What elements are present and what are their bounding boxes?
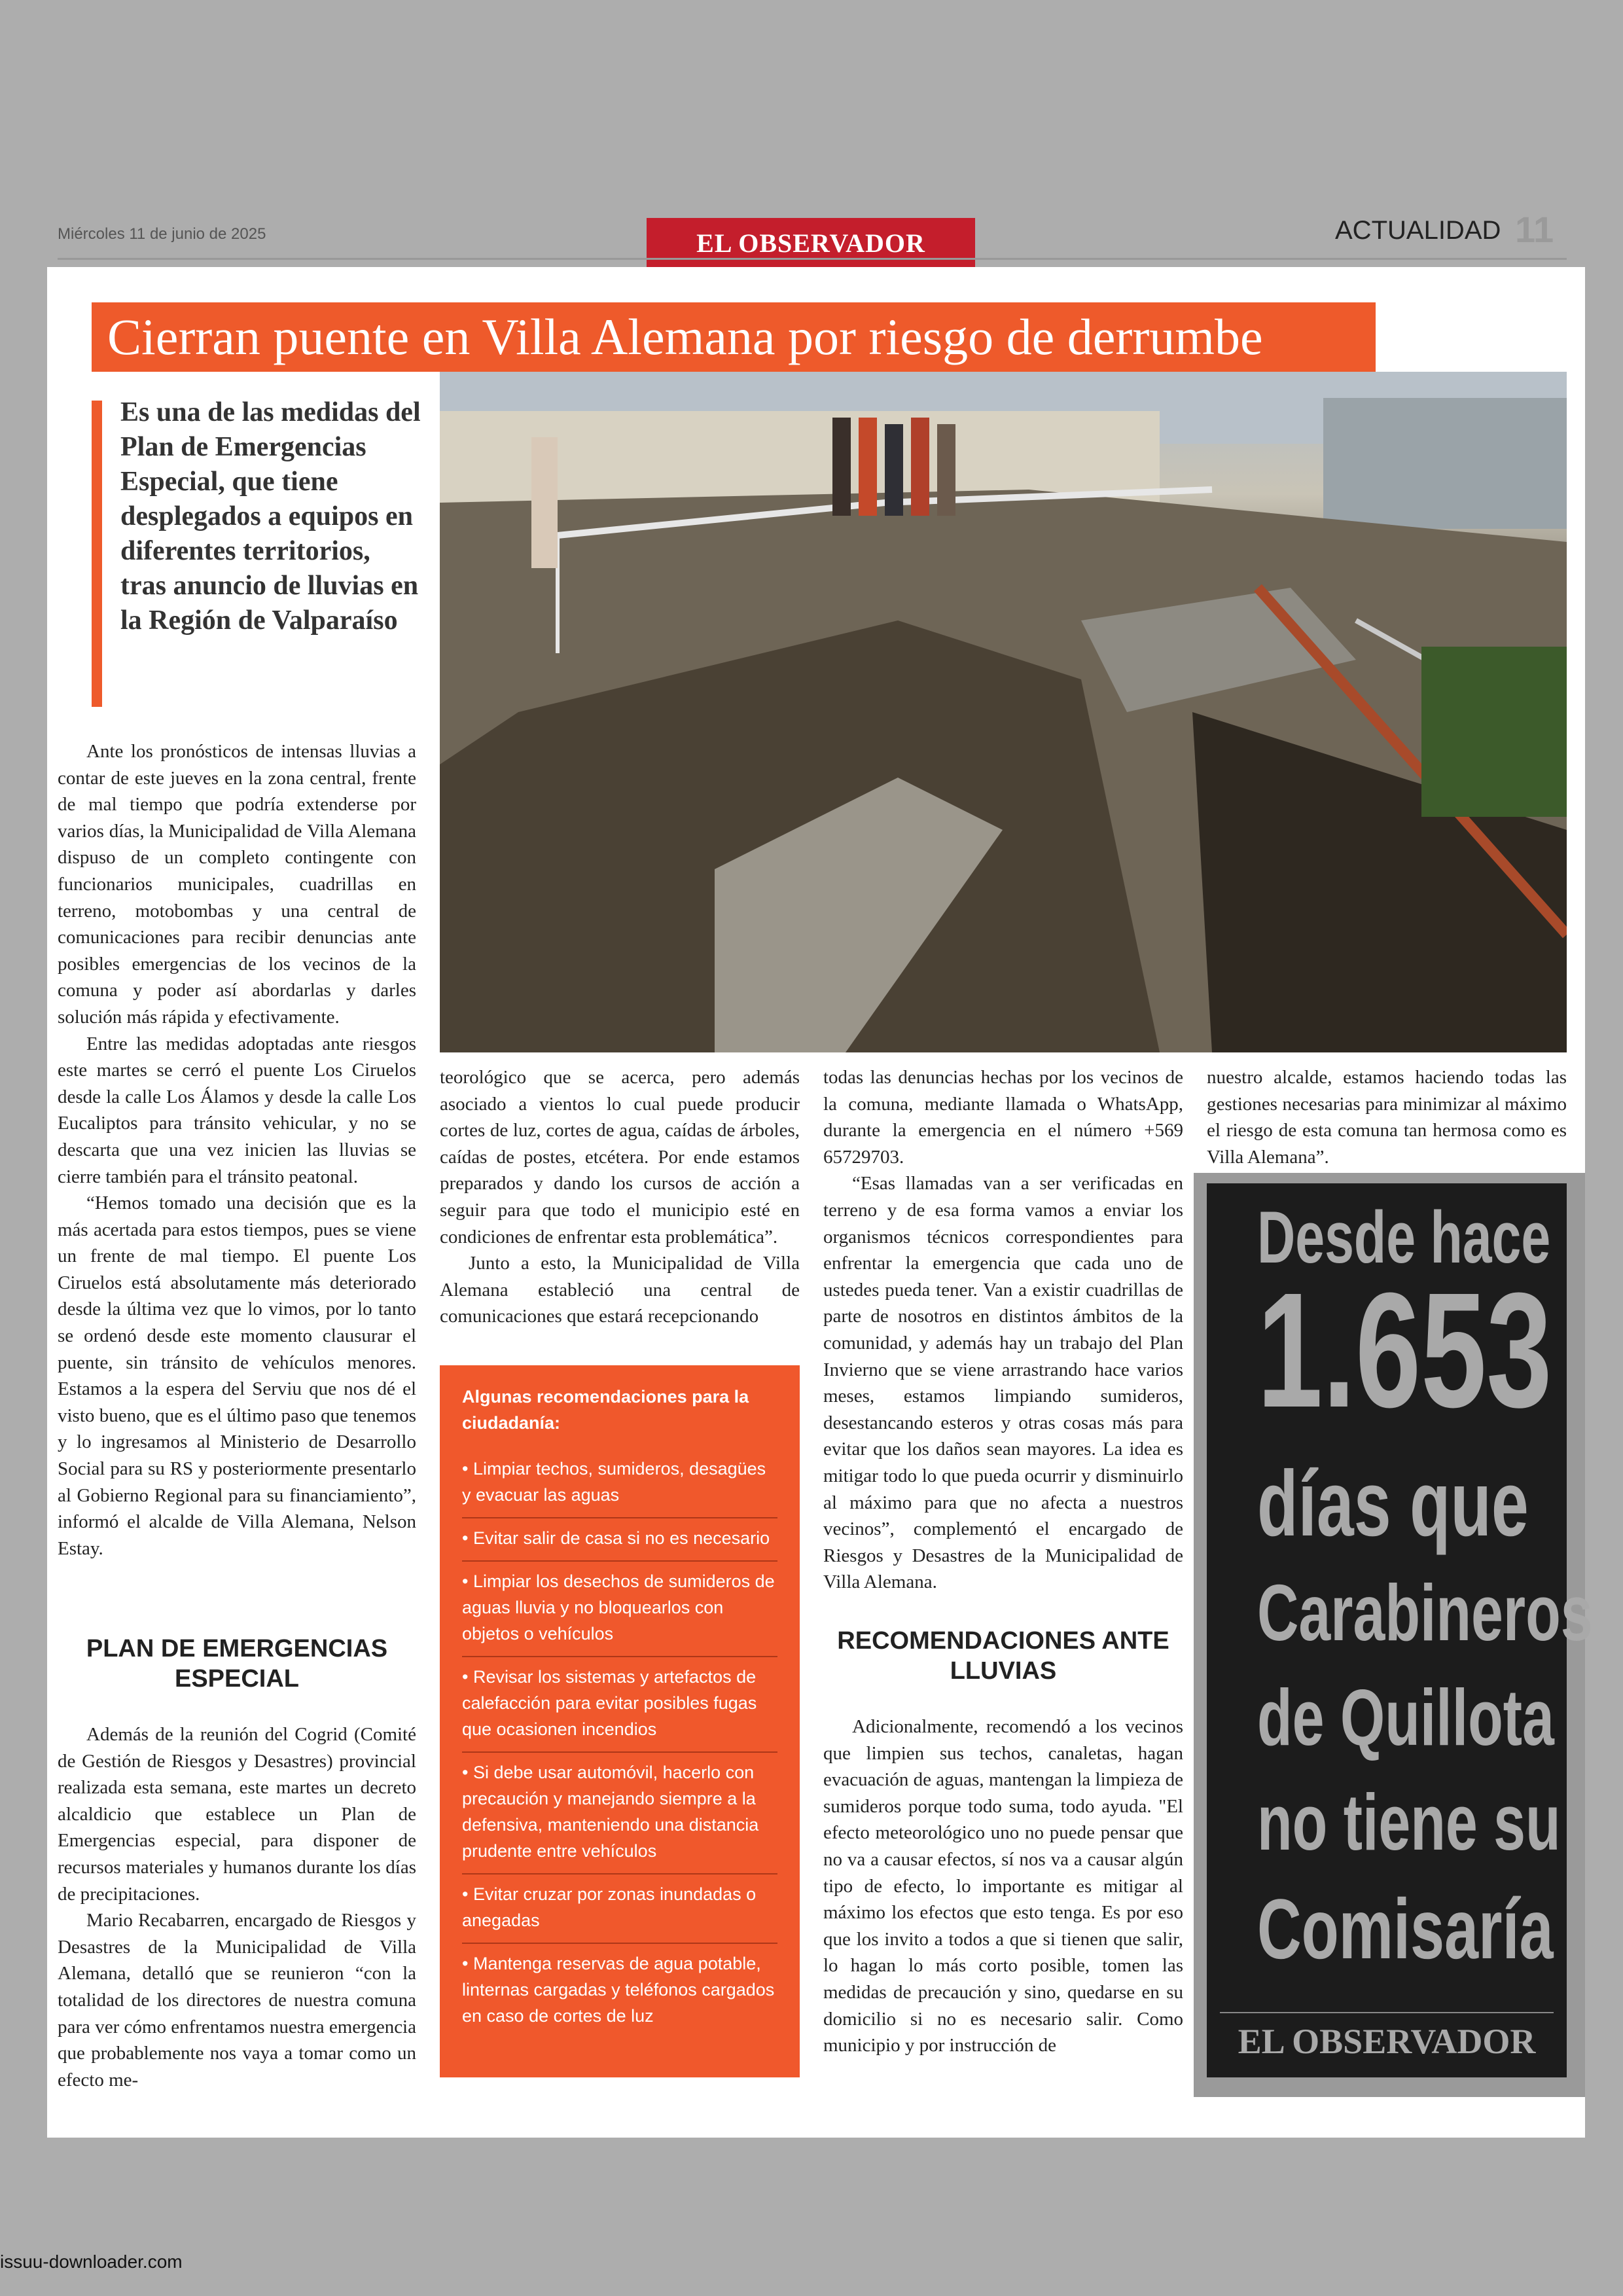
masthead-logo: EL OBSERVADOR bbox=[647, 218, 975, 269]
bridge-photo bbox=[440, 372, 1567, 1052]
article-column-1-continued bbox=[58, 1721, 416, 2093]
article-lead: Es una de las medidas del Plan de Emergencias Especial, que tiene desplegados a equipos en diferentes territorios, tras anuncio de lluvias en la Región de Valparaíso bbox=[120, 397, 421, 636]
body-paragraph: Entre las medidas adoptadas ante riesgos este martes se cerró el puente Los Ciruelos desde la calle Los Álamos y desde la calle Los Eucaliptos para tránsito vehicular, y no se descarta que una vez inicien las lluvias se cierre también para el tránsito peatonal. bbox=[58, 1033, 416, 1187]
recommendation-item: • Revisar los sistemas y artefactos de calefacción para evitar posibles fugas que ocasionen incendios bbox=[462, 1657, 777, 1753]
body-paragraph: Adicionalmente, recomendó a los vecinos que limpien sus techos, canaletas, hagan evacuación de aguas, mantengan la limpieza de sumideros porque todo suma, todo ayuda. "El efecto meteorológico uno no puede pensar que no va a causar efectos, sí nos va a causar algún tipo de efecto, lo importante es mitigar al máximo los efectos que esto tenga. Es por eso que los invito a todos a que si tienen que salir, lo hagan lo más corto posible, tomen las medidas de precaución y sino, quedarse en su domicilio si no es necesario salir. Como municipio y por instrucción de bbox=[823, 1716, 1183, 2056]
body-paragraph: “Esas llamadas van a ser verificadas en terreno y de esa forma vamos a enviar los organismos técnicos correspondientes para enfrentar la emergencia que cada uno de ustedes pueda tener. Van a existir cuadrillas de parte de nosotros en distintos ámbitos de la comunidad, y además hay un trabajo del Plan Invierno que se viene arrastrando hace varios meses, estamos limpiando sumideros, desestancando esteros y otras cosas más para evitar que los daños sean mayores. La idea es mitigar todo lo que pueda ocurrir y disminuirlo al máximo para que no afecta a nuestros vecinos”, complementó el encargado de Riesgos y Desastres de la Municipalidad de Villa Alemana. bbox=[823, 1173, 1183, 1593]
article-column-4 bbox=[1207, 1064, 1567, 1170]
recommendation-item: • Si debe usar automóvil, hacerlo con precaución y manejando siempre a la defensiva, manteniendo una distancia prudente entre vehículos bbox=[462, 1753, 777, 1874]
body-paragraph: teorológico que se acerca, pero además asociado a vientos lo cual puede producir cortes de luz, cortes de agua, caídas de árboles, caídas de postes, etcétera. Por ende estamos preparados y dando los cursos de acción a seguir para que todo el municipio esté en condiciones de enfrentar esta problemática”. bbox=[440, 1067, 800, 1247]
ad-line-5: de Quillota bbox=[1257, 1673, 1554, 1762]
body-paragraph: Mario Recabarren, encargado de Riesgos y Desastres de la Municipalidad de Villa Alemana, detalló que se reunieron “con la totalidad de los directores de nuestra comuna para ver cómo enfrentamos nuestra emergencia que probablemente nos vaya a tomar como un efecto me- bbox=[58, 1910, 416, 2090]
ad-line-4: Carabineros bbox=[1257, 1568, 1593, 1657]
body-paragraph: Ante los pronósticos de intensas lluvias a contar de este jueves en la zona central, frente de mal tiempo que podría extenderse por varios días, la Municipalidad de Villa Alemana dispuso de un completo contingente con funcionarios municipales, cuadrillas en terreno, motobombas y una central de comunicaciones para recibir denuncias ante posibles emergencias de los vecinos de la comuna y poder así abordarlas y darles solución más rápida y efectivamente. bbox=[58, 741, 416, 1028]
article-column-3 bbox=[823, 1064, 1183, 1596]
watermark-text: issuu-downloader.com bbox=[0, 2251, 183, 2272]
body-paragraph: nuestro alcalde, estamos haciendo todas las gestiones necesarias para minimizar al máximo el riesgo de esta comuna tan hermosa como es Villa Alemana”. bbox=[1207, 1067, 1567, 1168]
article-column-2 bbox=[440, 1064, 800, 1330]
ad-brand-logo: EL OBSERVADOR bbox=[1238, 2022, 1536, 2061]
page-number: 11 bbox=[1515, 209, 1554, 250]
body-paragraph: Junto a esto, la Municipalidad de Villa Alemana estableció una central de comunicaciones que estará recepcionando bbox=[440, 1253, 800, 1327]
ad-line-1: Desde hace bbox=[1257, 1196, 1551, 1278]
comisaria-ad bbox=[1207, 1183, 1593, 2077]
body-paragraph: todas las denuncias hechas por los vecinos de la comuna, mediante llamada o WhatsApp, durante la emergencia en el número +569 65729703. bbox=[823, 1067, 1183, 1168]
subheading-recomendaciones: RECOMENDACIONES ANTE LLUVIAS bbox=[837, 1627, 1169, 1685]
header-divider bbox=[58, 258, 1567, 260]
article-headline: Cierran puente en Villa Alemana por riesgo de derrumbe bbox=[92, 302, 1376, 372]
issue-date: Miércoles 11 de junio de 2025 bbox=[58, 225, 266, 243]
ad-line-7: Comisaría bbox=[1257, 1881, 1554, 1977]
body-paragraph: “Hemos tomado una decisión que es la más acertada para estos tiempos, pues se viene un frente de mal tiempo. El puente Los Ciruelos está absolutamente más deteriorado desde la última vez que lo vimos, por lo tanto se ordenó desde este momento clausurar el puente, sin tránsito de vehículos menores. Estamos a la espera del Serviu que nos dé el visto bueno, que es el último paso que tenemos y lo ingresamos al Ministerio de Desarrollo Social para su RS y posteriormente presentarlo al Gobierno Regional para su financiamiento”, informó el alcalde de Villa Alemana, Nelson Estay. bbox=[58, 1193, 416, 1559]
lead-accent-bar bbox=[92, 401, 102, 707]
recommendations-box bbox=[440, 1365, 800, 2077]
ad-line-6: no tiene su bbox=[1257, 1778, 1561, 1867]
ad-divider bbox=[1220, 2012, 1554, 2013]
section-label: ACTUALIDAD bbox=[1335, 216, 1501, 245]
bridge-photo-illustration bbox=[440, 372, 1567, 1052]
recommendation-item: • Limpiar techos, sumideros, desagües y evacuar las aguas bbox=[462, 1449, 777, 1518]
ad-line-3: días que bbox=[1257, 1452, 1529, 1556]
recommendation-item: • Limpiar los desechos de sumideros de aguas lluvia y no bloquearlos con objetos o vehículos bbox=[462, 1562, 777, 1657]
article-column-3-continued bbox=[823, 1713, 1183, 2059]
recommendation-item: • Mantenga reservas de agua potable, linternas cargadas y teléfonos cargados en caso de cortes de luz bbox=[462, 1954, 775, 2026]
subheading-plan-emergencias: PLAN DE EMERGENCIAS ESPECIAL bbox=[86, 1635, 388, 1693]
body-paragraph: Además de la reunión del Cogrid (Comité de Gestión de Riesgos y Desastres) provincial realizada esta semana, este martes un decreto alcaldicio que establece un Plan de Emergencias especial, para disponer de recursos materiales y humanos durante los días de precipitaciones. bbox=[58, 1724, 416, 1905]
article-column-1 bbox=[58, 738, 416, 1562]
recommendation-item: • Evitar cruzar por zonas inundadas o anegadas bbox=[462, 1874, 777, 1944]
ad-number: 1.653 bbox=[1257, 1259, 1552, 1441]
recommendations-title: Algunas recomendaciones para la ciudadanía: bbox=[462, 1387, 749, 1433]
recommendation-item: • Evitar salir de casa si no es necesario bbox=[462, 1518, 777, 1562]
